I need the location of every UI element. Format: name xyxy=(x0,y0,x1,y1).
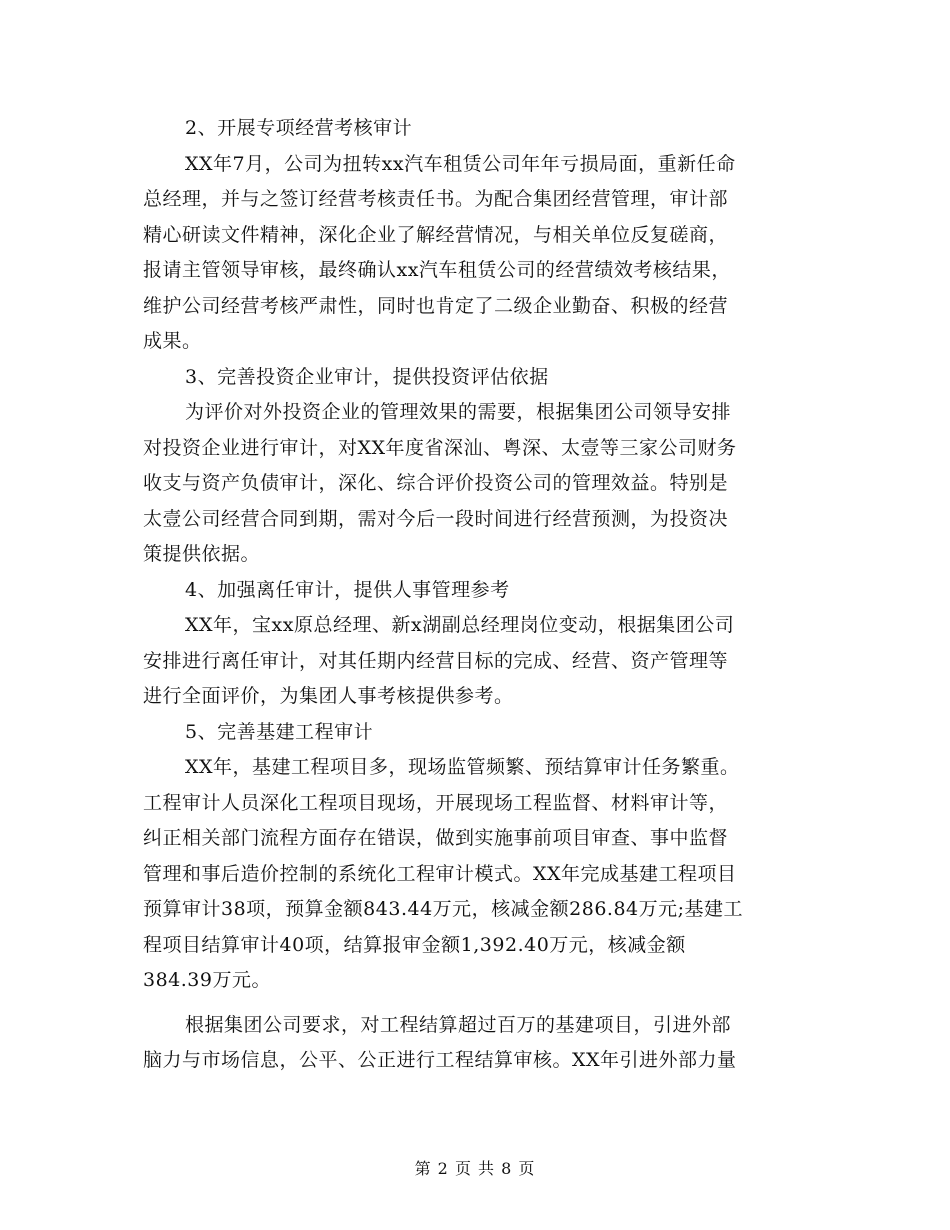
paragraph-line: 进行全面评价，为集团人事考核提供参考。 xyxy=(143,685,514,707)
section-heading-2: 2、开展专项经营考核审计 xyxy=(185,117,413,139)
paragraph-line: 工程审计人员深化工程项目现场，开展现场工程监督、材料审计等， xyxy=(143,791,729,814)
section-heading-4: 4、加强离任审计，提供人事管理参考 xyxy=(185,578,510,601)
paragraph-line: XX年，基建工程项目多，现场监管频繁、预结算审计任务繁重。 xyxy=(185,756,740,778)
paragraph-line: 精心研读文件精神，深化企业了解经营情况，与相关单位反复磋商， xyxy=(143,223,729,246)
document-body xyxy=(143,111,808,1079)
paragraph-line: 对投资企业进行审计，对XX年度省深汕、粤深、太壹等三家公司财务 xyxy=(143,436,737,459)
paragraph-line: 收支与资产负债审计，深化、综合评价投资公司的管理效益。特别是 xyxy=(143,472,729,494)
paragraph-line: 纠正相关部门流程方面存在错误，做到实施事前项目审查、事中监督 xyxy=(143,827,729,849)
paragraph-line: 脑力与市场信息，公平、公正进行工程结算审核。XX年引进外部力量 xyxy=(143,1049,737,1071)
paragraph-line: 为评价对外投资企业的管理效果的需要，根据集团公司领导安排 xyxy=(185,401,732,423)
paragraph-line: 程项目结算审计40项，结算报审金额1,392.40万元，核减金额 xyxy=(143,933,686,956)
paragraph-line: XX年，宝xx原总经理、新x湖副总经理岗位变动，根据集团公司 xyxy=(185,614,735,636)
paragraph-line: 总经理，并与之签订经营考核责任书。为配合集团经营管理，审计部 xyxy=(143,188,729,210)
paragraph-line: 成果。 xyxy=(143,330,202,352)
paragraph-line: 安排进行离任审计，对其任期内经营目标的完成、经营、资产管理等 xyxy=(143,649,729,672)
paragraph-line: XX年7月，公司为扭转xx汽车租赁公司年年亏损局面，重新任命 xyxy=(185,152,736,175)
paragraph-line: 太壹公司经营合同到期，需对今后一段时间进行经营预测，为投资决 xyxy=(143,507,729,530)
paragraph-line: 预算审计38项，预算金额843.44万元，核减金额286.84万元;基建工 xyxy=(143,898,744,920)
paragraph-line: 策提供依据。 xyxy=(143,543,261,565)
page-number-footer: 第 2 页 共 8 页 xyxy=(414,1159,536,1178)
paragraph-line: 维护公司经营考核严肃性，同时也肯定了二级企业勤奋、积极的经营 xyxy=(143,294,729,317)
section-heading-3: 3、完善投资企业审计，提供投资评估依据 xyxy=(185,365,549,388)
paragraph-line: 根据集团公司要求，对工程结算超过百万的基建项目，引进外部 xyxy=(185,1013,732,1036)
paragraph-line: 管理和事后造价控制的系统化工程审计模式。XX年完成基建工程项目 xyxy=(143,862,737,885)
paragraph-line: 384.39万元。 xyxy=(143,969,271,991)
section-heading-5: 5、完善基建工程审计 xyxy=(185,720,374,743)
paragraph-line: 报请主管领导审核，最终确认xx汽车租赁公司的经营绩效考核结果， xyxy=(143,259,731,281)
